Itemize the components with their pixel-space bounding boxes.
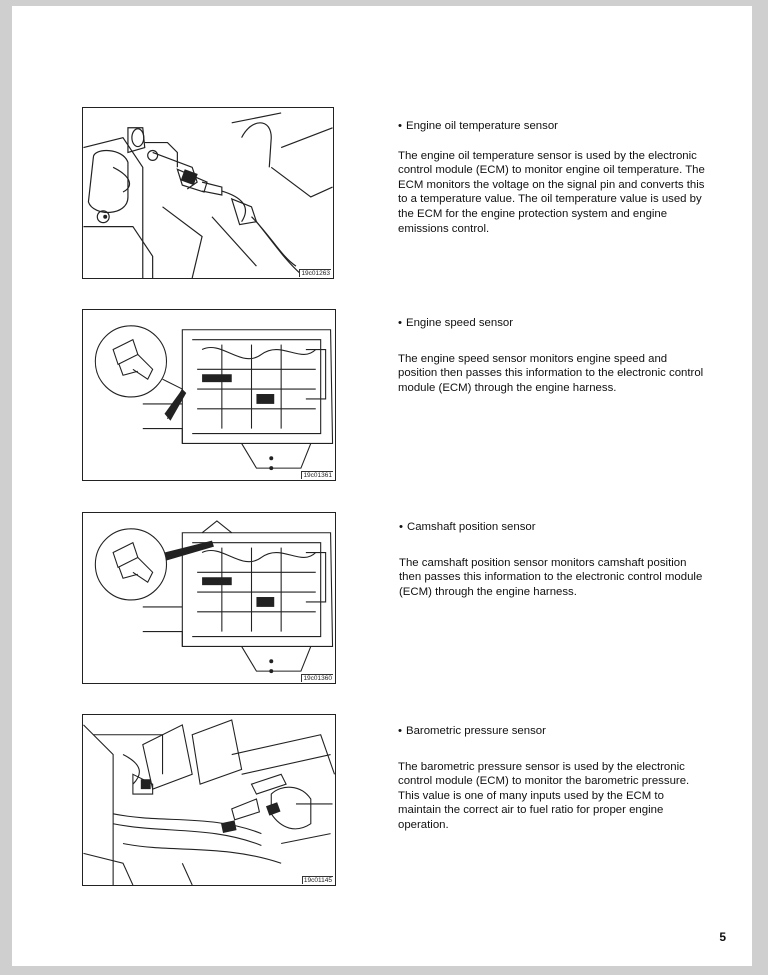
section-title — [398, 724, 708, 739]
section-title — [399, 520, 709, 535]
document-page — [12, 6, 752, 966]
bullet: • — [398, 120, 402, 132]
section-title — [398, 316, 708, 331]
figure-id: 19c01360 — [303, 675, 332, 682]
engine-speed-sensor-figure — [82, 309, 336, 481]
camshaft-position-sensor-figure — [82, 512, 336, 684]
barometric-pressure-sensor-illustration — [83, 715, 335, 885]
section-description: The barometric pressure sensor is used by the electronic control module (ECM) to monitor the barometric pressure. This value is one of many inputs used by the ECM to maintain the correct air to fuel ratio for proper engine operation. — [398, 760, 690, 831]
page-number: 5 — [719, 930, 726, 944]
figure-id: 19c01145 — [303, 877, 332, 884]
oil-temperature-sensor-illustration — [83, 108, 333, 278]
oil-temperature-sensor-figure — [82, 107, 334, 279]
section-title-text: Engine speed sensor — [406, 317, 514, 329]
section-description: The engine speed sensor monitors engine speed and position then passes this information to the electronic control module (ECM) through the engine harness. — [398, 352, 704, 394]
camshaft-position-sensor-illustration — [83, 513, 335, 683]
barometric-pressure-sensor-text — [398, 724, 708, 833]
camshaft-position-sensor-text — [399, 520, 709, 599]
bullet: • — [398, 317, 402, 329]
section-description: The engine oil temperature sensor is used by the electronic control module (ECM) to monitor engine oil temperature. The ECM monitors the voltage on the signal pin and converts this to a temperature value. The oil temperature value is used by the ECM for the engine protection system and engine emissions control. — [398, 149, 705, 235]
engine-speed-sensor-illustration — [83, 310, 335, 480]
section-title — [398, 119, 708, 134]
figure-id: 19c01263 — [301, 270, 330, 277]
oil-temperature-sensor-text — [398, 119, 708, 236]
section-title-text: Engine oil temperature sensor — [406, 120, 558, 132]
engine-speed-sensor-text — [398, 316, 708, 395]
section-title-text: Barometric pressure sensor — [406, 725, 546, 737]
figure-id: 19c01361 — [303, 472, 332, 479]
barometric-pressure-sensor-figure — [82, 714, 336, 886]
bullet: • — [399, 521, 403, 533]
section-title-text: Camshaft position sensor — [407, 521, 536, 533]
bullet: • — [398, 725, 402, 737]
section-description: The camshaft position sensor monitors camshaft position then passes this information to the electronic control module (ECM) through the engine harness. — [399, 556, 703, 598]
